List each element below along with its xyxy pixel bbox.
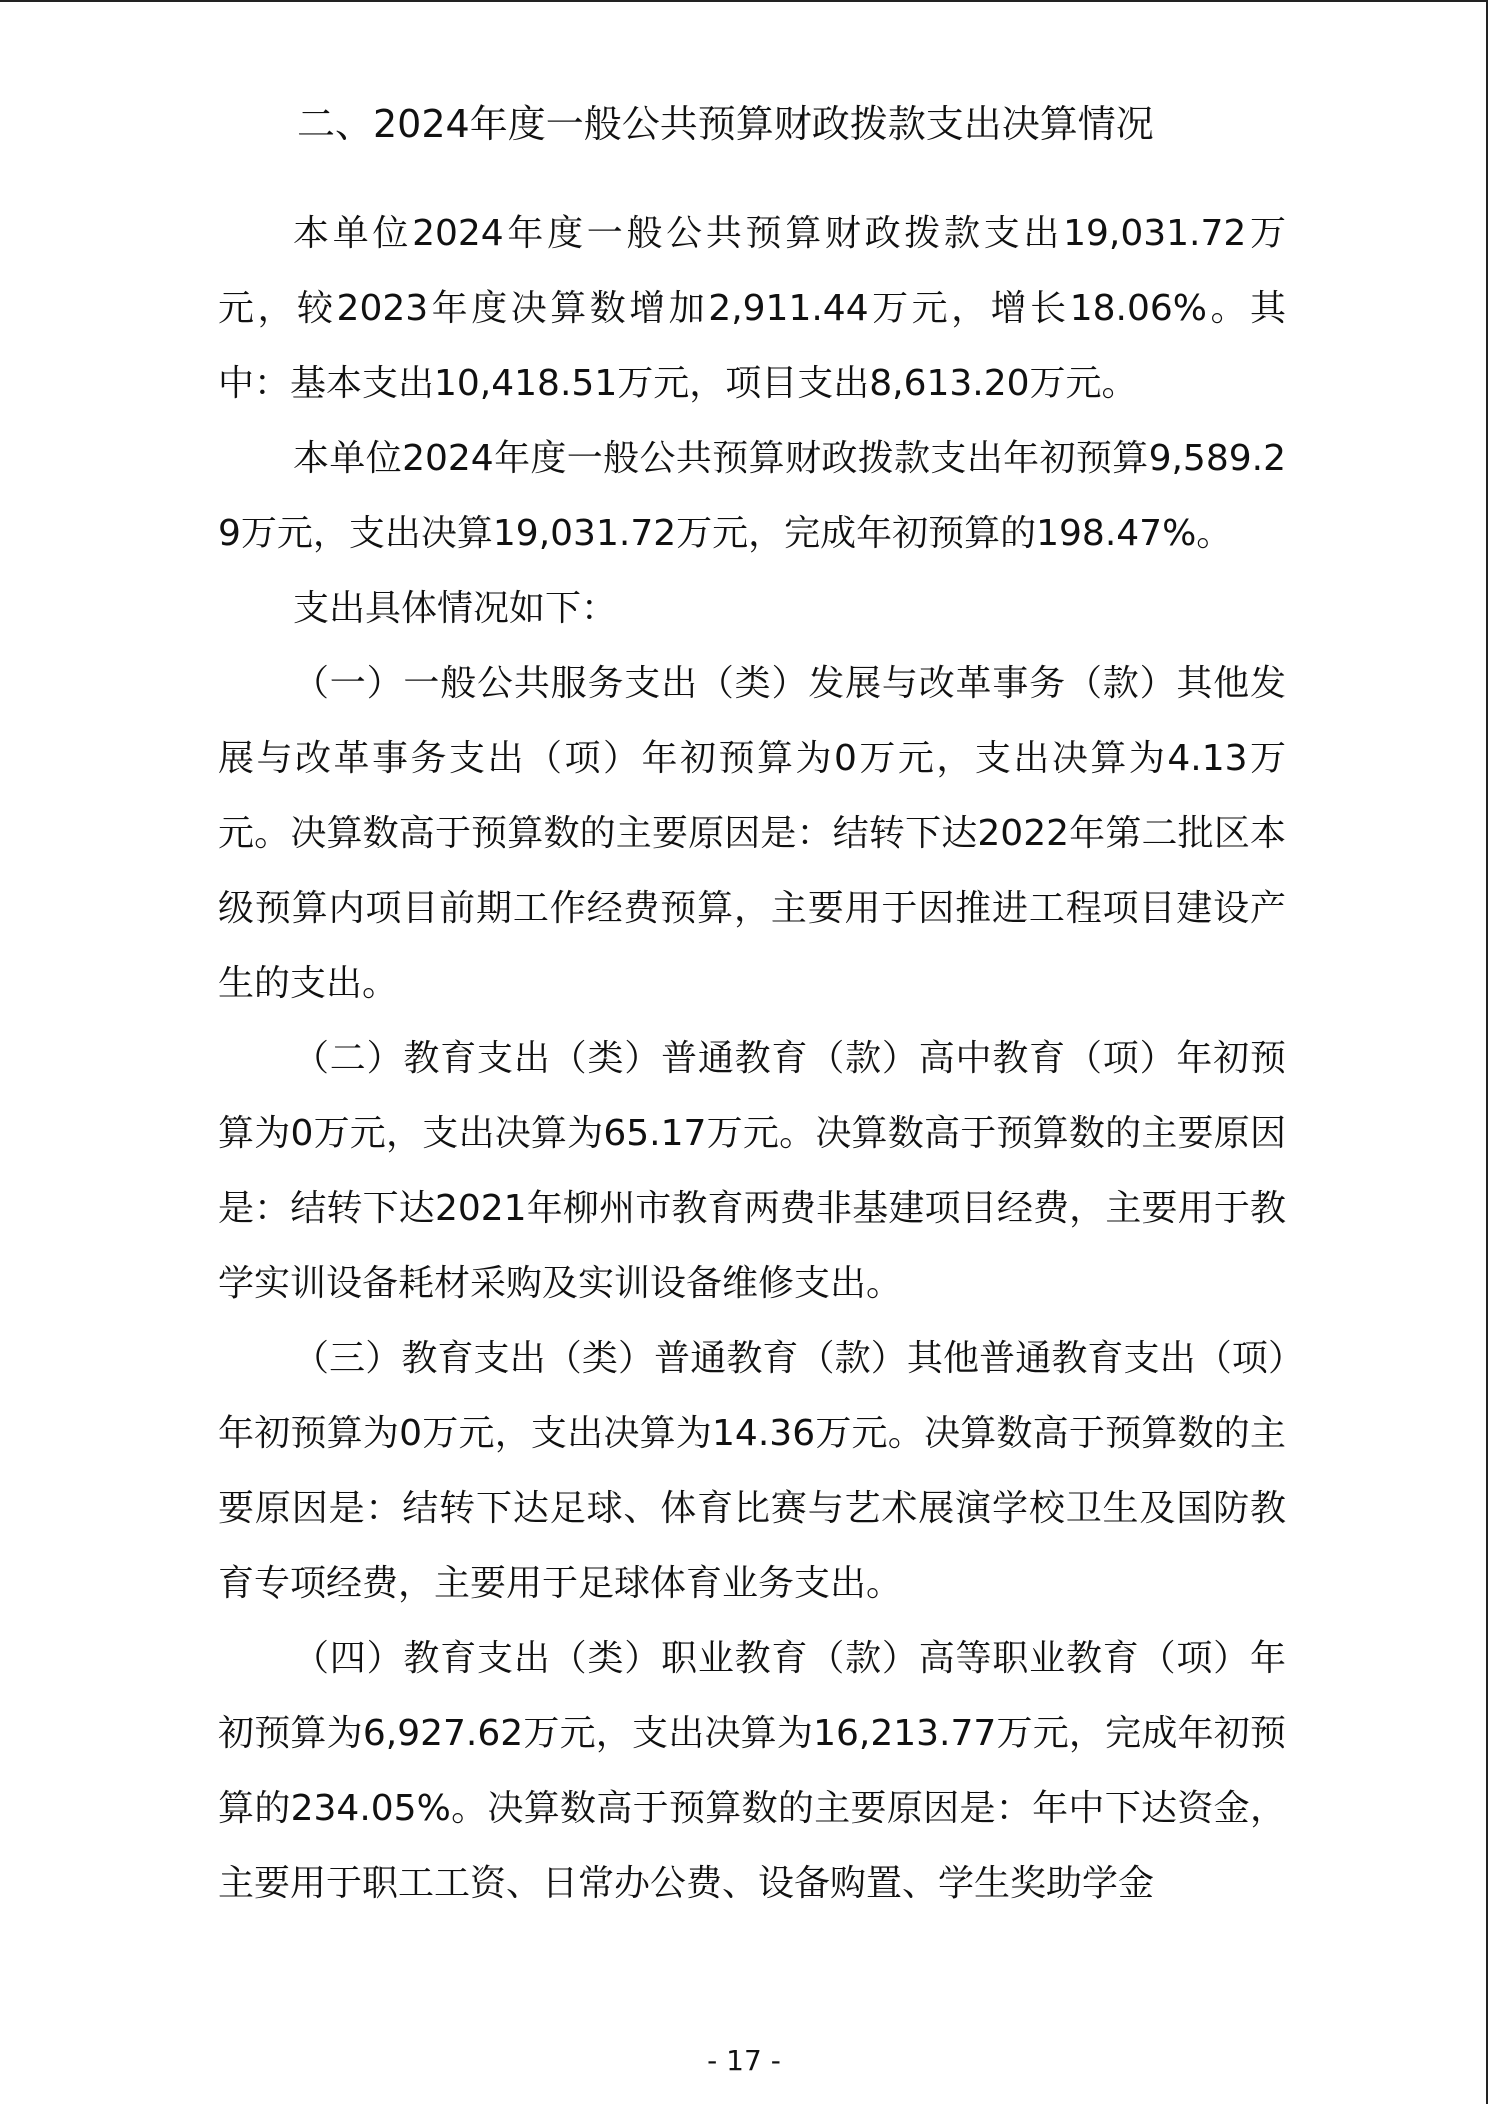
paragraph-item-2: （二）教育支出（类）普通教育（款）高中教育（项）年初预算为0万元，支出决算为65.17万元。决算数高于预算数的主要原因是：结转下达2021年柳州市教育两费非基建项目经费，主要用于教学实训设备耗材采购及实训设备维修支出。 [218, 1038, 1286, 1304]
paragraph-details-intro: 支出具体情况如下： [293, 588, 618, 629]
page-number: - 17 - [707, 2044, 781, 2077]
paragraph-item-4: （四）教育支出（类）职业教育（款）高等职业教育（项）年初预算为6,927.62万元，支出决算为16,213.77万元，完成年初预算的234.05%。决算数高于预算数的主要原因是：年中下达资金，主要用于职工工资、日常办公费、设备购置、学生奖助学金 [218, 1638, 1286, 1904]
paragraph-budget-completion: 本单位2024年度一般公共预算财政拨款支出年初预算9,589.29万元，支出决算19,031.72万元，完成年初预算的198.47%。 [218, 438, 1286, 554]
paragraph-item-3: （三）教育支出（类）普通教育（款）其他普通教育支出（项）年初预算为0万元，支出决算为14.36万元。决算数高于预算数的主要原因是：结转下达足球、体育比赛与艺术展演学校卫生及国防教育专项经费，主要用于足球体育业务支出。 [218, 1338, 1286, 1604]
document-body [218, 98, 1286, 1921]
section-heading: 二、2024年度一般公共预算财政拨款支出决算情况 [297, 102, 1154, 146]
paragraph-total-spending: 本单位2024年度一般公共预算财政拨款支出19,031.72万元，较2023年度决算数增加2,911.44万元，增长18.06%。其中：基本支出10,418.51万元，项目支出8,613.20万元。 [218, 213, 1286, 404]
paragraph-item-1: （一）一般公共服务支出（类）发展与改革事务（款）其他发展与改革事务支出（项）年初预算为0万元，支出决算为4.13万元。决算数高于预算数的主要原因是：结转下达2022年第二批区本级预算内项目前期工作经费预算，主要用于因推进工程项目建设产生的支出。 [218, 663, 1286, 1004]
